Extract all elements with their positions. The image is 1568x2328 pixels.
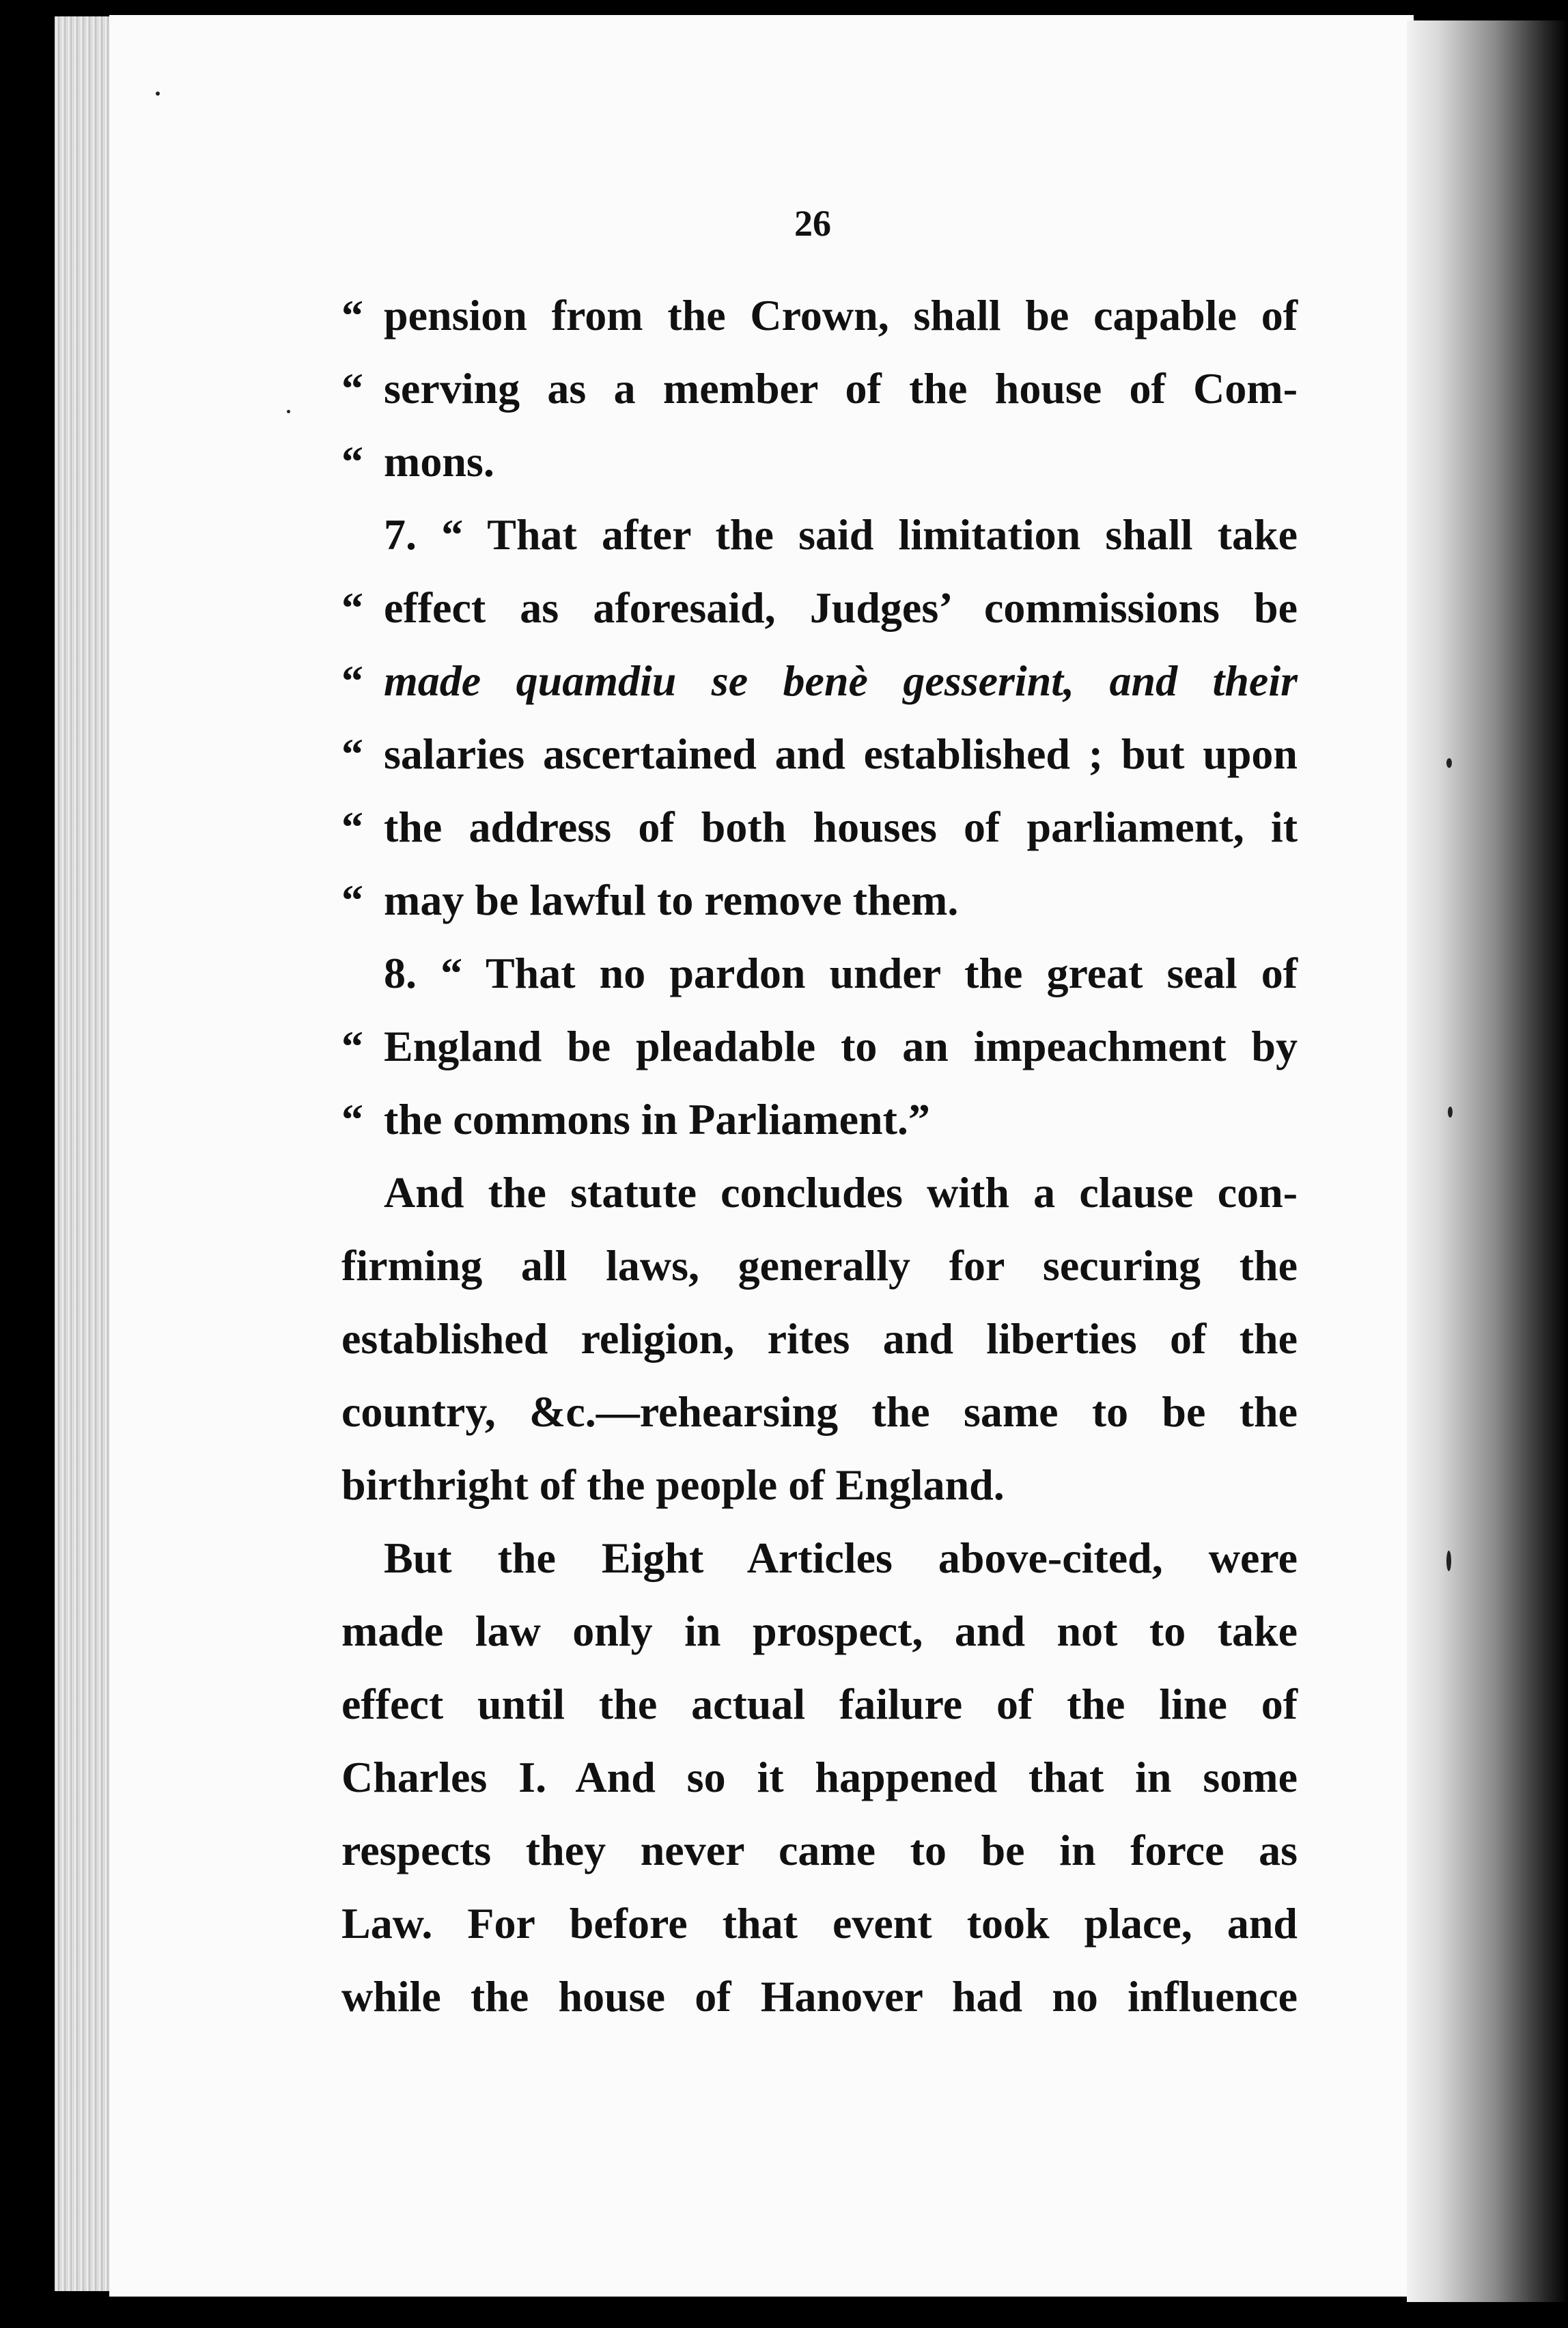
- text-line: “ the address of both houses of parliament, it: [341, 803, 1298, 851]
- speck: [1446, 1551, 1451, 1571]
- text-line: “ made quamdiu se benè gesserint, and their: [341, 656, 1298, 705]
- text-line: 8. “ That no pardon under the great seal of: [384, 949, 1298, 997]
- text-line: established religion, rites and liberties of the: [341, 1314, 1298, 1363]
- text-line: “ pension from the Crown, shall be capable of: [341, 291, 1298, 340]
- speck: [1448, 1107, 1453, 1118]
- text-line: country, &c.—rehearsing the same to be the: [341, 1387, 1298, 1436]
- text-line: “ England be pleadable to an impeachment by: [341, 1022, 1298, 1070]
- body-text: [341, 279, 1298, 2033]
- speck: [287, 410, 290, 413]
- page-number: 26: [794, 203, 831, 244]
- text-line: “ the commons in Parliament.”: [341, 1095, 930, 1144]
- text-line: And the statute concludes with a clause con-: [384, 1168, 1298, 1217]
- text-line: But the Eight Articles above-cited, were: [384, 1534, 1298, 1582]
- text-line: respects they never came to be in force as: [341, 1826, 1298, 1874]
- text-line: Charles I. And so it happened that in some: [341, 1753, 1298, 1801]
- text-line: effect until the actual failure of the line of: [341, 1680, 1298, 1728]
- book-binding-shadow: [1407, 20, 1568, 2302]
- text-line: “ salaries ascertained and established ; but upon: [341, 730, 1298, 778]
- text-line: “ mons.: [341, 437, 494, 486]
- text-line: “ effect as aforesaid, Judges’ commissions be: [341, 583, 1298, 632]
- text-line: while the house of Hanover had no influence: [341, 1972, 1298, 2021]
- text-line: birthright of the people of England.: [341, 1460, 1005, 1509]
- text-line: made law only in prospect, and not to take: [341, 1607, 1298, 1655]
- text-line: “ serving as a member of the house of Com-: [341, 364, 1298, 413]
- text-line: 7. “ That after the said limitation shall take: [384, 510, 1298, 559]
- text-line: firming all laws, generally for securing the: [341, 1241, 1298, 1290]
- speck: [1446, 758, 1452, 768]
- text-line: Law. For before that event took place, and: [341, 1899, 1298, 1948]
- text-line: “ may be lawful to remove them.: [341, 876, 959, 924]
- speck: [156, 92, 160, 96]
